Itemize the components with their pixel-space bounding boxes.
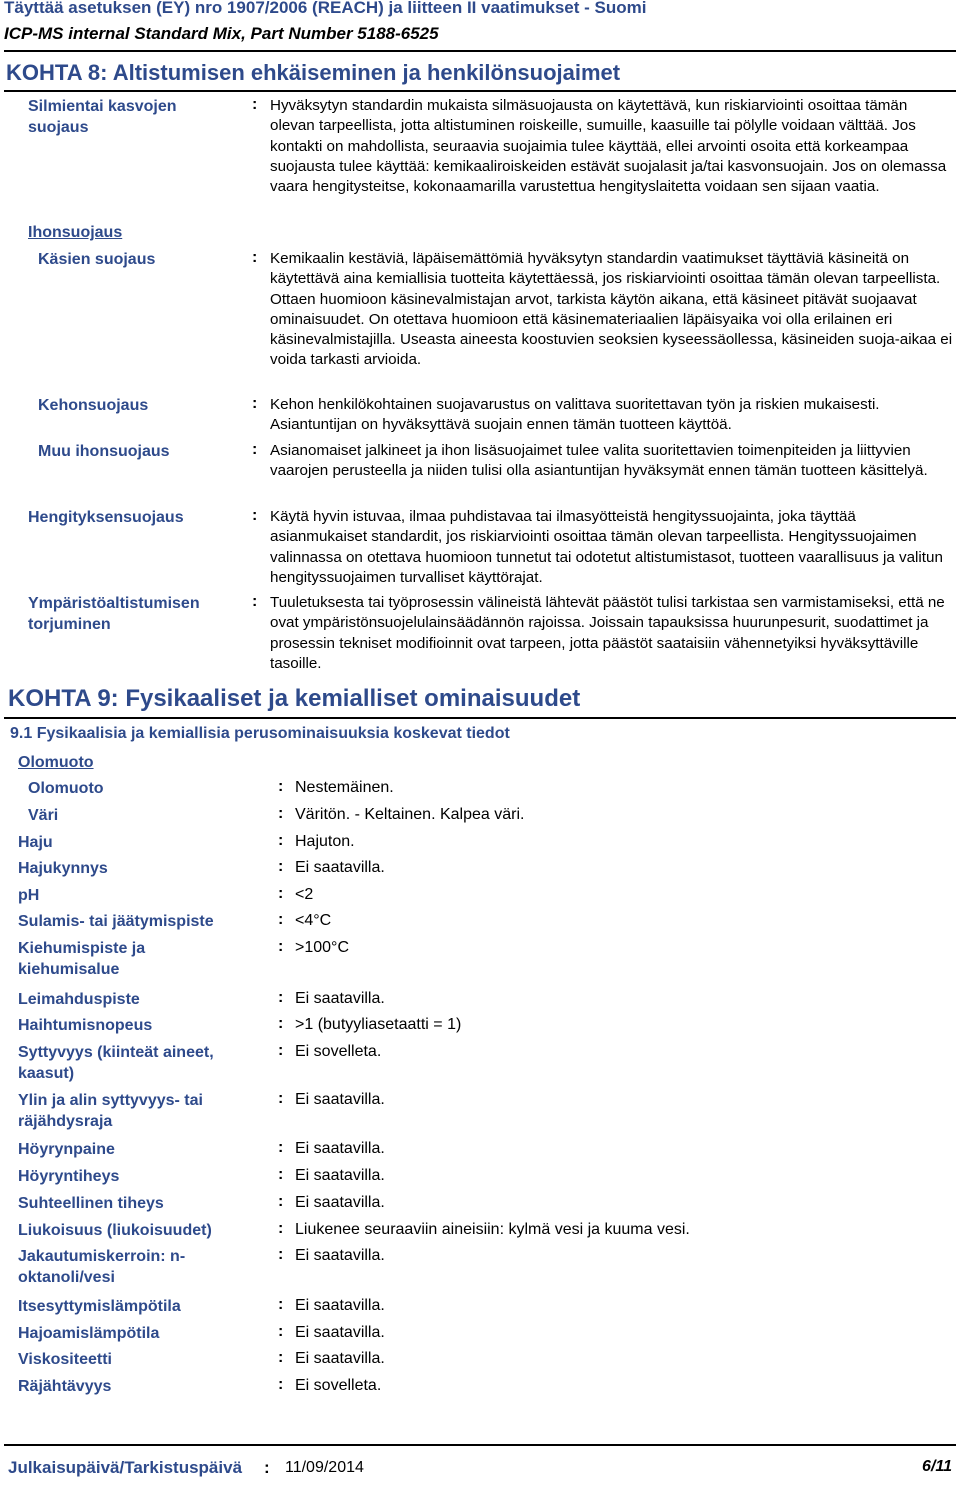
property-value: >1 (butyyliasetaatti = 1) [295,1016,462,1033]
property-value: Ei saatavilla. [295,1247,385,1264]
skin-protection-heading: Ihonsuojaus [28,224,123,241]
other-skin-protection-label: Muu ihonsuojaus [38,443,170,460]
header-divider [4,50,956,52]
property-value: Ei saatavilla. [295,1167,385,1184]
colon: : [278,1296,284,1313]
property-label: Hajoamislämpötila [18,1325,160,1342]
property-label: Suhteellinen tiheys [18,1195,164,1212]
environmental-exposure-label: Ympäristöaltistumisen torjuminen [28,595,200,633]
property-value: Ei saatavilla. [295,859,385,876]
property-label: Höyryntiheys [18,1168,120,1185]
product-name: ICP-MS internal Standard Mix, Part Number 5188-6525 [4,24,439,43]
colon: : [278,1015,284,1032]
colon: : [278,1246,284,1263]
property-label: Viskositeetti [18,1351,112,1368]
property-value: Ei saatavilla. [295,1091,385,1108]
property-label: Liukoisuus (liukoisuudet) [18,1222,212,1239]
colon: : [278,989,284,1006]
section-9-divider [4,717,956,719]
property-label: Olomuoto [28,780,104,797]
property-label: Kiehumispiste ja kiehumisalue [18,940,146,978]
respiratory-protection-label: Hengityksensuojaus [28,509,184,526]
colon: : [278,1166,284,1183]
hand-protection-text: Kemikaalin kestäviä, läpäisemättömiä hyväksytyn standardin vaatimukset täyttäviä käsineitä on käytettävä aina kemiallisia tuotteita käytettäessä, jos riskiarviointi osoittaa tämän olevan tarpeellista. Ottaen huomioon käsinevalmistajan arvot, tarkista käytön aikana, että käsineet pitävät suojaavat ominaisuudet. On otettava huomioon että käsinemateriaalien läpäisyaika voi olla erilainen eri käsinevalmistajilla. Useasta aineesta koostuvien seoksien kyseessäollessa, käsineiden suoja-aikaa ei voida tarkasti arvioida. [270,250,953,369]
body-protection-label: Kehonsuojaus [38,397,149,414]
property-value: Ei sovelleta. [295,1377,382,1394]
colon: : [252,96,258,113]
colon: : [252,441,258,458]
property-value: Liukenee seuraaviin aineisiin: kylmä vesi ja kuuma vesi. [295,1221,690,1238]
issue-date-label: Julkaisupäivä/Tarkistuspäivä [8,1458,243,1477]
property-value: <4°C [295,912,332,929]
regulation-title: Täyttää asetuksen (EY) nro 1907/2006 (REACH) ja liitteen II vaatimukset - Suomi [4,0,647,17]
section-9-1-subtitle: 9.1 Fysikaalisia ja kemiallisia perusominaisuuksia koskevat tiedot [10,725,510,742]
property-label: Haihtumisnopeus [18,1017,153,1034]
property-value: Hajuton. [295,833,355,850]
colon: : [278,858,284,875]
colon: : [278,1139,284,1156]
colon: : [278,805,284,822]
colon: : [278,885,284,902]
colon: : [264,1458,270,1477]
colon: : [278,911,284,928]
property-label: Väri [28,807,59,824]
colon: : [252,593,258,610]
property-label: Ylin ja alin syttyvyys- tai räjähdysraja [18,1092,203,1130]
property-label: Itsesyttymislämpötila [18,1298,181,1315]
colon: : [252,507,258,524]
section-9-title: KOHTA 9: Fysikaaliset ja kemialliset ominaisuudet [8,685,581,712]
property-value: <2 [295,886,314,903]
property-value: Nestemäinen. [295,779,394,796]
property-value: Ei saatavilla. [295,990,385,1007]
property-label: Syttyvyys (kiinteät aineet, kaasut) [18,1044,214,1082]
property-value: Ei saatavilla. [295,1194,385,1211]
property-label: Leimahduspiste [18,991,140,1008]
property-label: Räjähtävyys [18,1378,112,1395]
respiratory-protection-text: Käytä hyvin istuvaa, ilmaa puhdistavaa tai ilmasyötteistä hengityssuojainta, joka täyttää asianmukaiset standardit, jos riskiarviointi osoittaa tämän olevan tarpeellista. Hengityssuojaimen valinnassa on otettava huomioon tunnetut tai odotetut altistumistasot, tuotteen vaarallisuus ja valitun hengityssuojaimen turvalliset käyttörajat. [270,508,943,586]
property-value: Ei sovelleta. [295,1043,382,1060]
property-value: Ei saatavilla. [295,1350,385,1367]
environmental-exposure-text: Tuuletuksesta tai työprosessin välineistä lähtevät päästöt tulisi tarkistaa sen varmistamiseksi, että ne ovat ympäristönsuojelulainsäädännön rajoissa. Joissain tapauksissa huurunpesurit, suodattimet ja prosessin tekniset modifioinnit ovat tarpeen, jotta päästöt saataisiin vähennetyiksi hyväksyttäville tasoille. [270,594,945,672]
section-8-divider [4,90,956,92]
colon: : [278,1349,284,1366]
colon: : [278,1090,284,1107]
property-label: Hajukynnys [18,860,108,877]
body-protection-text: Kehon henkilökohtainen suojavarustus on valittava suoritettavan työn ja riskien mukaisesti. Asiantuntijan on hyväksyttävä suojain ennen tämän tuotteen käyttöä. [270,396,880,434]
section-8-title: KOHTA 8: Altistumisen ehkäiseminen ja henkilönsuojaimet [6,60,621,85]
colon: : [278,1220,284,1237]
colon: : [278,1323,284,1340]
hand-protection-label: Käsien suojaus [38,251,156,268]
eye-protection-text: Hyväksytyn standardin mukaista silmäsuojausta on käytettävä, kun riskiarviointi osoittaa tämän olevan tarpeellista, jotta altistuminen roiskeille, sumuille, kaasuille tai pölylle voidaan välttää. Jos kontakti on mahdollista, seuraavia suojaimia tulee käyttää, ellei arvointi osoita että korkeampaa suojausta tulee käyttää: kemikaaliroiskeiden estävät suojalasit ja/tai kasvonsuojain. Jos on olemassa vaara hengitysteitse, kokonaamarilla varustettua hengityslaitetta voidaan sen sijaan vaatia. [270,97,947,196]
property-label: Höyrynpaine [18,1141,115,1158]
colon: : [278,1193,284,1210]
footer-divider [4,1444,956,1446]
property-label: Sulamis- tai jäätymispiste [18,913,214,930]
page-number: 6/11 [922,1458,952,1475]
property-value: Väritön. - Keltainen. Kalpea väri. [295,806,525,823]
property-value: Ei saatavilla. [295,1140,385,1157]
colon: : [278,778,284,795]
other-skin-protection-text: Asianomaiset jalkineet ja ihon lisäsuojaimet tulee valita suoritettavien toimenpiteiden ja liittyvien vaarojen perusteella ja niiden tulisi olla asiantuntijan hyväksymät ennen tämän tuotteen käsittelyä. [270,442,928,480]
colon: : [252,249,258,266]
property-label: Haju [18,834,53,851]
property-value: >100°C [295,939,349,956]
appearance-heading: Olomuoto [18,754,94,771]
colon: : [252,395,258,412]
property-value: Ei saatavilla. [295,1324,385,1341]
colon: : [278,938,284,955]
colon: : [278,1042,284,1059]
property-label: Jakautumiskerroin: n-oktanoli/vesi [18,1248,186,1286]
issue-date-value: 11/09/2014 [285,1459,364,1476]
colon: : [278,832,284,849]
property-value: Ei saatavilla. [295,1297,385,1314]
eye-protection-label: Silmientai kasvojen suojaus [28,98,177,136]
property-label: pH [18,887,40,904]
colon: : [278,1376,284,1393]
